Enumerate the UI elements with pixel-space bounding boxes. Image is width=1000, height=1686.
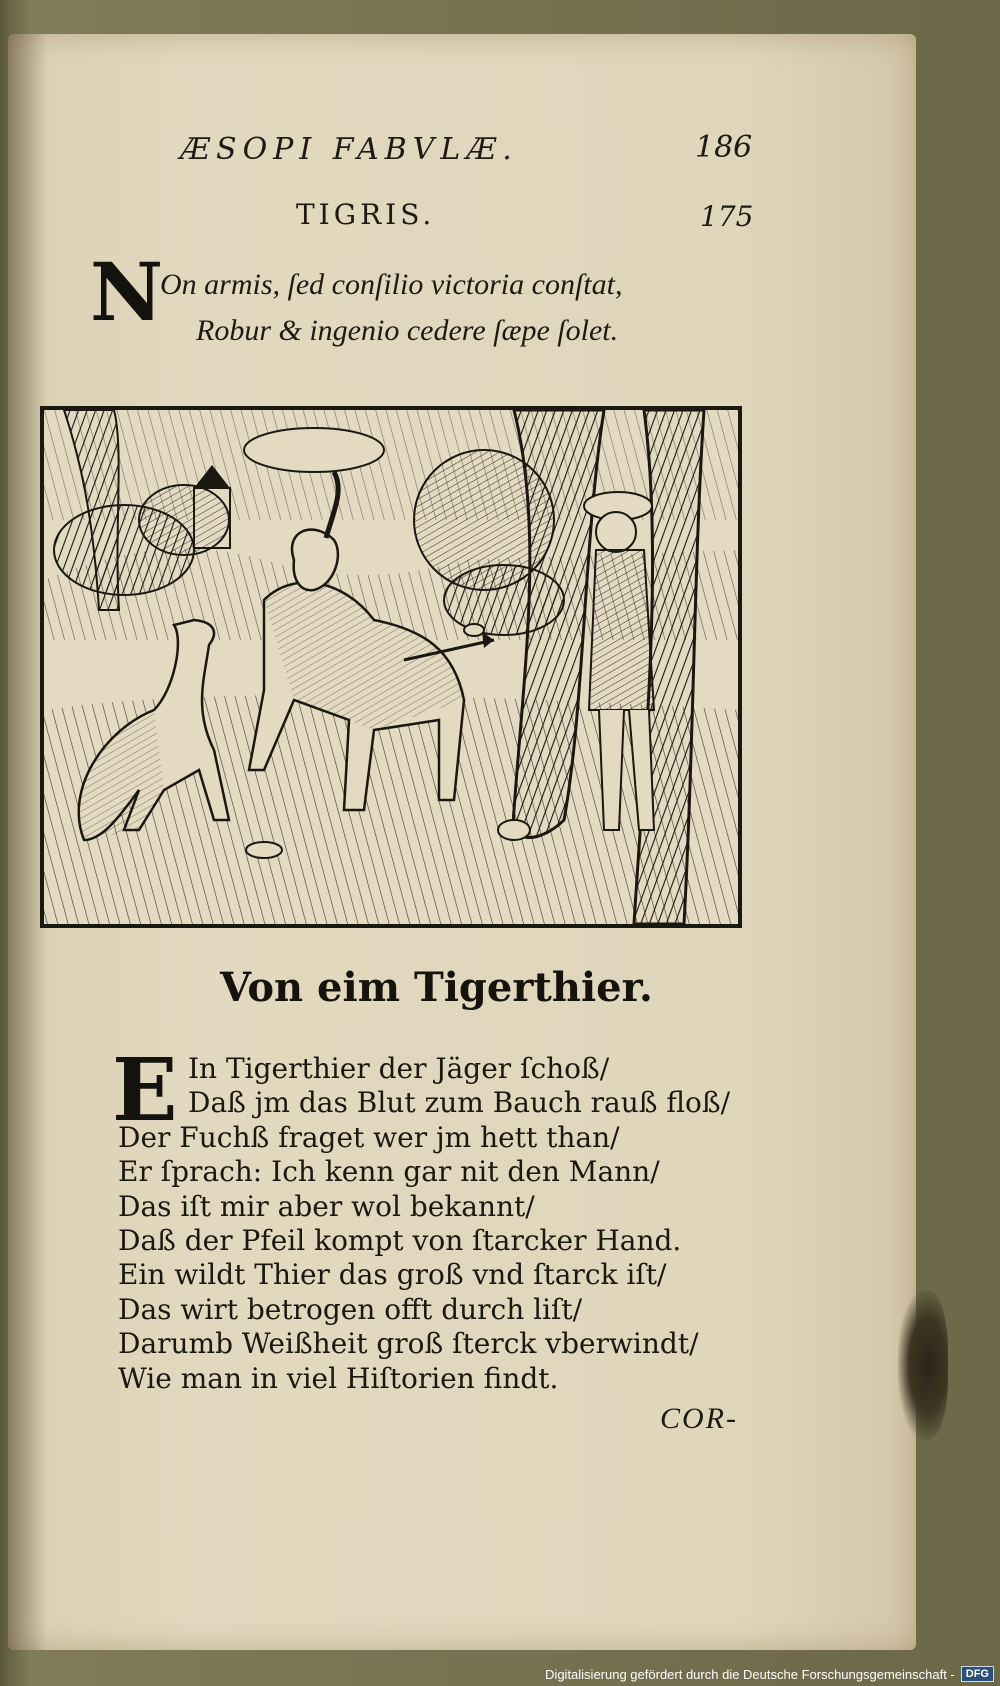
fable-title: TIGRIS. bbox=[296, 198, 436, 231]
german-title: Von eim Tigerthier. bbox=[220, 964, 653, 1011]
verse-line: Daß jm das Blut zum Bauch rauß floß/ bbox=[188, 1086, 731, 1120]
footer-text: Digitalisierung gefördert durch die Deutsche Forschungsgemeinschaft - bbox=[545, 1666, 955, 1682]
running-head: ÆSOPI FABVLÆ. bbox=[180, 132, 518, 167]
folio-number-secondary: 175 bbox=[700, 200, 754, 233]
verse-line: Ein wildt Thier das groß vnd ſtarck iſt/ bbox=[118, 1258, 667, 1292]
verse-line: Er ſprach: Ich kenn gar nit den Mann/ bbox=[118, 1155, 660, 1189]
verse-line: Daß der Pfeil kompt von ſtarcker Hand. bbox=[118, 1224, 682, 1258]
dfg-logo-icon: DFG bbox=[961, 1666, 994, 1682]
page-stain bbox=[898, 1290, 948, 1440]
catchword: COR- bbox=[660, 1402, 738, 1435]
german-verse bbox=[118, 1052, 730, 1396]
latin-line-1: On armis, ſed conſilio victoria conſtat, bbox=[160, 268, 623, 301]
latin-motto bbox=[160, 262, 622, 354]
verse-dropcap: E bbox=[112, 1040, 178, 1141]
latin-line-2: Robur & ingenio cedere ſæpe ſolet. bbox=[196, 314, 619, 347]
verse-line: Der Fuchß fraget wer jm hett than/ bbox=[118, 1120, 620, 1154]
folio-number: 186 bbox=[695, 130, 753, 165]
verse-line: In Tigerthier der Jäger ſchoß/ bbox=[188, 1052, 610, 1085]
woodcut-fox-tiger-hunter-icon bbox=[44, 410, 738, 924]
woodcut-illustration bbox=[40, 406, 742, 928]
latin-dropcap: N bbox=[90, 245, 164, 339]
verse-line: Das wirt betrogen offt durch liſt/ bbox=[118, 1292, 583, 1326]
digitization-footer bbox=[545, 1666, 994, 1682]
verse-line: Das iſt mir aber wol bekannt/ bbox=[118, 1189, 535, 1223]
verse-line: Darumb Weißheit groß ſterck vberwindt/ bbox=[118, 1327, 699, 1361]
verse-line: Wie man in viel Hiſtorien findt. bbox=[118, 1361, 559, 1395]
